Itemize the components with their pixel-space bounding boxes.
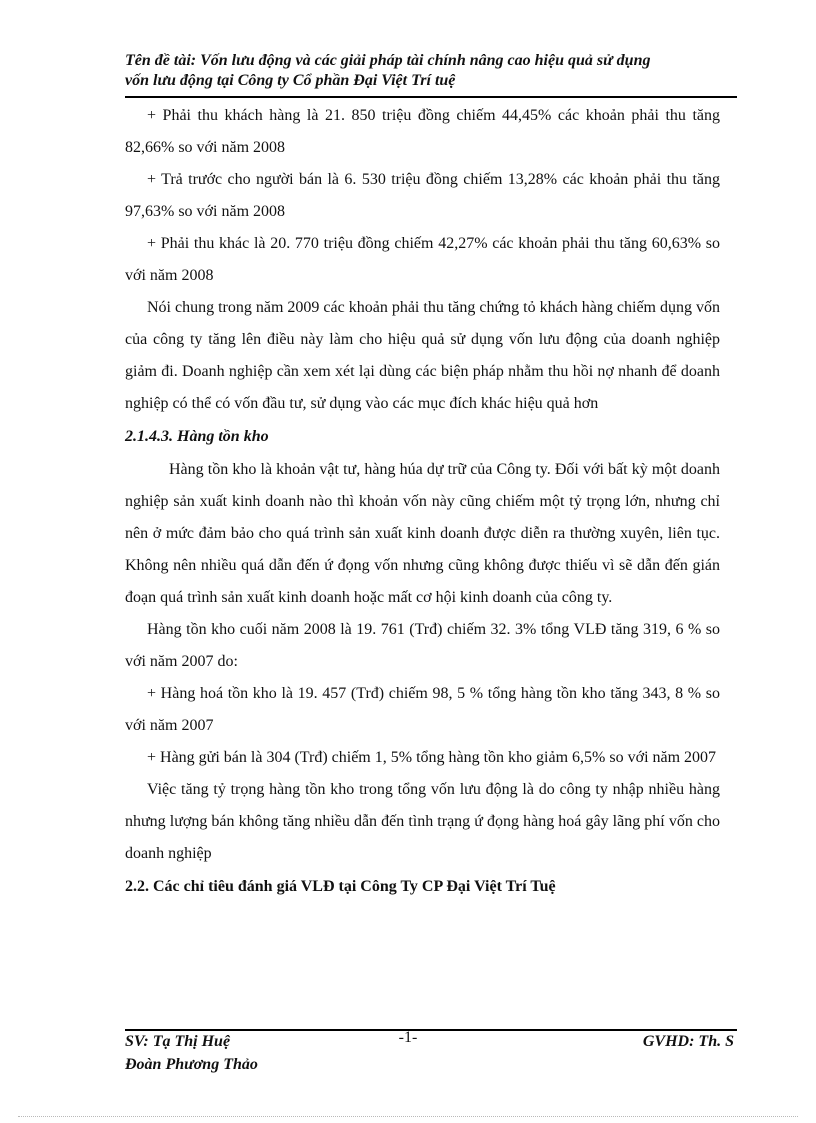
page-bottom-border	[18, 1116, 798, 1117]
footer-student-line-1: SV: Tạ Thị Huệ	[125, 1033, 231, 1050]
page-body	[125, 100, 720, 904]
paragraph-inventory-definition: Hàng tồn kho là khoản vật tư, hàng húa dự trữ của Công ty. Đối với bất kỳ một doanh nghiệp sản xuất kinh doanh nào thì khoản vốn này cũng chiếm một tỷ trọng lớn, nhưng chỉ nên ở mức đảm bảo cho quá trình sản xuất kinh doanh được diễn ra thường xuyên, liên tục. Không nên nhiều quá dẫn đến ứ đọng vốn nhưng cũng không được thiếu vì sẽ dẫn đến gián đoạn quá trình sản xuất kinh doanh hoặc mất cơ hội kinh doanh của công ty.	[125, 461, 720, 606]
paragraph-inventory-conclusion: Việc tăng tỷ trọng hàng tồn kho trong tổng vốn lưu động là do công ty nhập nhiều hàng nhưng lượng bán không tăng nhiều dẫn đến tình trạng ứ đọng hàng hoá gây lãng phí vốn cho doanh nghiệp	[125, 781, 720, 862]
footer-supervisor: GVHD: Th. S	[642, 1033, 734, 1050]
header-title-line-2: vốn lưu động tại Công ty Cổ phần Đại Việt Trí tuệ	[125, 72, 456, 89]
paragraph-prepayments-sellers: + Trả trước cho người bán là 6. 530 triệu đồng chiếm 13,28% các khoản phải thu tăng 97,63% so với năm 2008	[125, 171, 720, 220]
header-title-line-1: Tên đề tài: Vốn lưu động và các giải pháp tài chính nâng cao hiệu quả sử dụng	[125, 52, 651, 69]
page-number: -1-	[398, 1029, 418, 1046]
paragraph-receivables-summary: Nói chung trong năm 2009 các khoản phải thu tăng chứng tỏ khách hàng chiếm dụng vốn của công ty tăng lên điều này làm cho hiệu quả sử dụng vốn lưu động của doanh nghiệp giảm đi. Doanh nghiệp cần xem xét lại dùng các biện pháp nhằm thu hồi nợ nhanh để doanh nghiệp có thể có vốn đầu tư, sử dụng vào các mục đích khác hiệu quả hơn	[125, 299, 720, 412]
paragraph-other-receivables: + Phải thu khác là 20. 770 triệu đồng chiếm 42,27% các khoản phải thu tăng 60,63% so với năm 2008	[125, 235, 720, 284]
paragraph-inventory-2008: Hàng tồn kho cuối năm 2008 là 19. 761 (Trđ) chiếm 32. 3% tổng VLĐ tăng 319, 6 % so với năm 2007 do:	[125, 621, 720, 670]
paragraph-receivables-customers: + Phải thu khách hàng là 21. 850 triệu đồng chiếm 44,45% các khoản phải thu tăng 82,66% so với năm 2008	[125, 107, 720, 156]
header-divider	[125, 96, 737, 98]
footer-student-line-2: Đoàn Phương Thảo	[125, 1056, 258, 1073]
paragraph-goods-on-consignment: + Hàng gửi bán là 304 (Trđ) chiếm 1, 5% tổng hàng tồn kho giảm 6,5% so với năm 2007	[147, 749, 717, 766]
section-heading-inventory: 2.1.4.3. Hàng tồn kho	[125, 428, 269, 445]
document-header	[125, 51, 725, 91]
paragraph-goods-in-stock: + Hàng hoá tồn kho là 19. 457 (Trđ) chiếm 98, 5 % tổng hàng tồn kho tăng 343, 8 % so với năm 2007	[125, 685, 720, 734]
section-heading-indicators: 2.2. Các chỉ tiêu đánh giá VLĐ tại Công Ty CP Đại Việt Trí Tuệ	[125, 878, 556, 895]
